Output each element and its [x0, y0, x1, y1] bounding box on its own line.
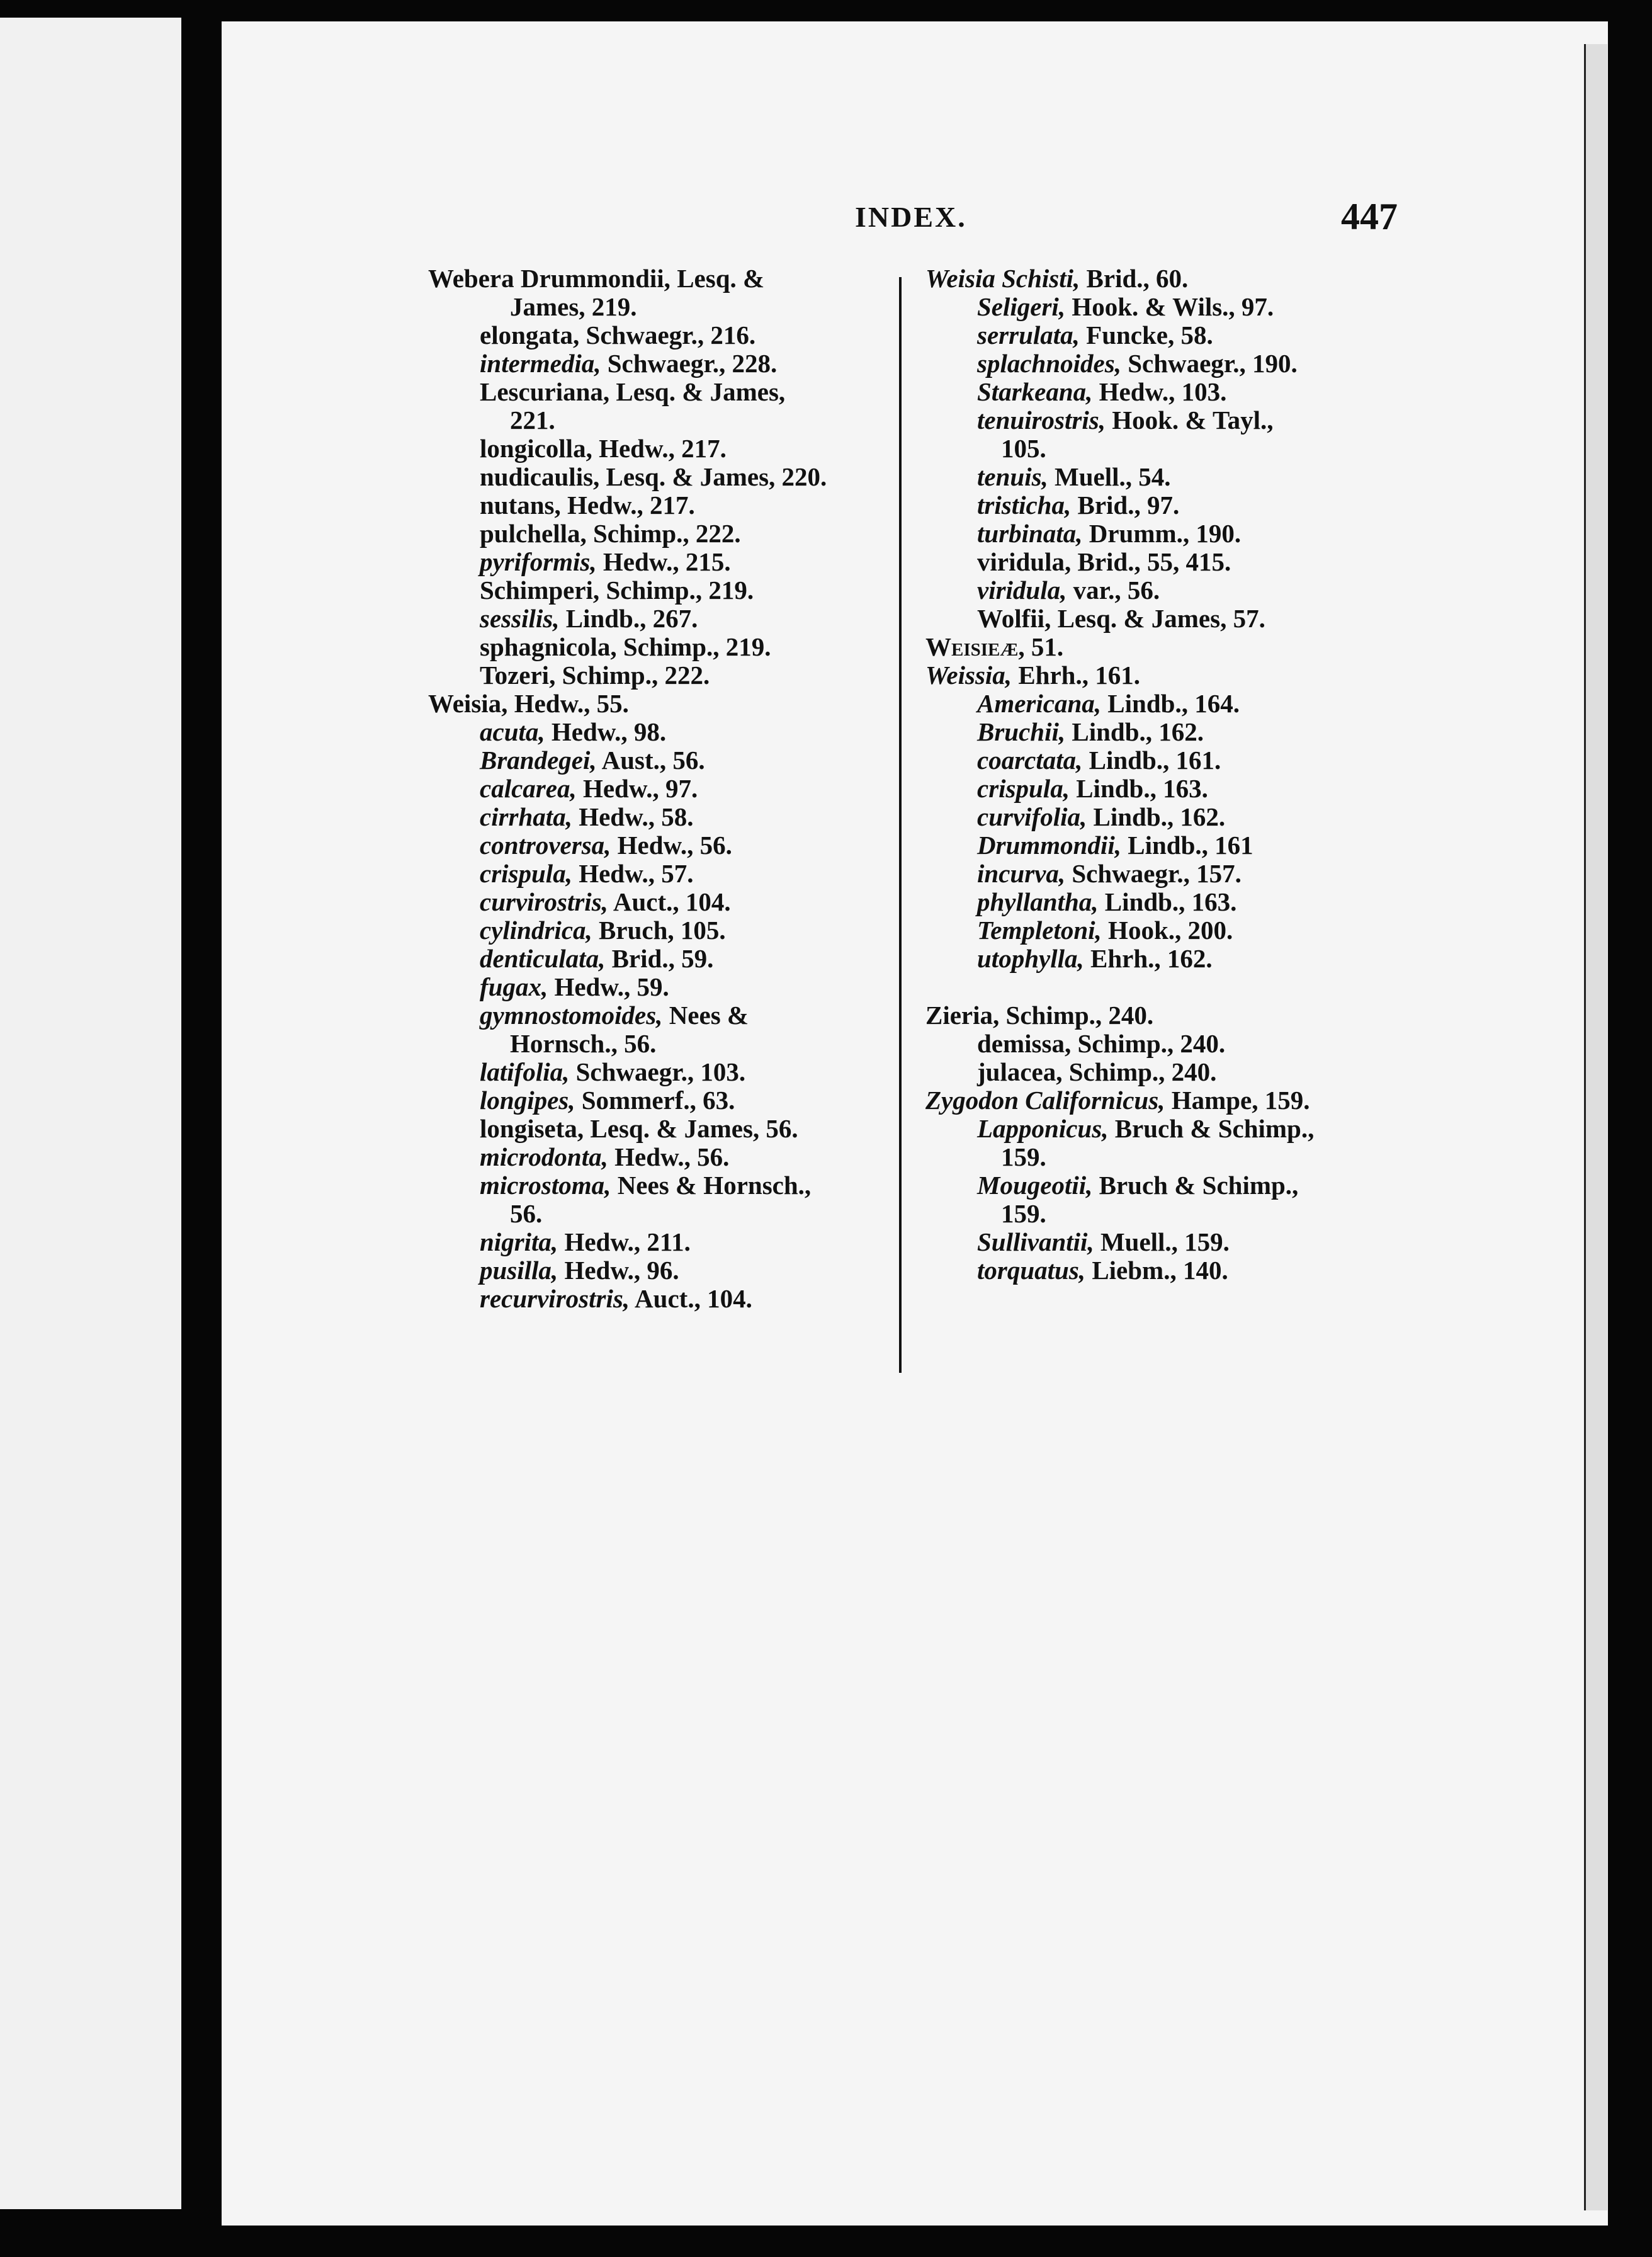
- entry-name: Brandegei,: [480, 746, 597, 775]
- entry-name: Lapponicus,: [977, 1114, 1109, 1143]
- index-entry: [428, 831, 894, 860]
- index-entry: [925, 690, 1404, 718]
- index-entry: [925, 860, 1404, 888]
- entry-reference: Schimp., 222.: [555, 661, 710, 690]
- entry-name: calcarea,: [480, 774, 577, 803]
- entry-reference: Lindb., 163.: [1069, 774, 1208, 803]
- entry-name: viridula,: [977, 547, 1072, 576]
- entry-reference: Hedw., 96.: [558, 1256, 679, 1285]
- index-entry: [428, 576, 894, 605]
- entry-name: pusilla,: [480, 1256, 558, 1285]
- entry-name: Webera Drummondii,: [428, 264, 670, 293]
- entry-name: sessilis,: [480, 604, 560, 633]
- index-entry: [428, 1001, 894, 1030]
- entry-reference: Lindb., 163.: [1098, 887, 1237, 916]
- index-entry: [925, 1228, 1404, 1256]
- index-entry: [428, 803, 894, 831]
- index-entry: [428, 973, 894, 1001]
- index-entry: [428, 1256, 894, 1285]
- index-entry: [925, 831, 1404, 860]
- entry-reference: Hedw., 215.: [596, 547, 731, 576]
- entry-name: microdonta,: [480, 1142, 608, 1171]
- entry-reference: Hedw., 103.: [1092, 377, 1227, 406]
- column-divider: [899, 277, 902, 1373]
- entry-reference: Lesq. & James, 57.: [1051, 604, 1265, 633]
- index-entry: [428, 1171, 894, 1200]
- page-edge-shadow: [1584, 44, 1607, 2210]
- entry-reference: Drumm., 190.: [1082, 519, 1242, 548]
- entry-name: longicolla,: [480, 434, 592, 463]
- entry-reference: Nees &: [662, 1001, 749, 1030]
- entry-reference: Auct., 104.: [630, 1284, 752, 1313]
- entry-name: Lescuriana,: [480, 377, 610, 406]
- index-entry: [925, 264, 1404, 293]
- entry-reference: Auct., 104.: [608, 887, 731, 916]
- index-entry: [428, 1058, 894, 1086]
- index-entry: [925, 1256, 1404, 1285]
- entry-reference: Schwaegr., 103.: [569, 1057, 746, 1086]
- entry-reference: Schimp., 222.: [586, 519, 741, 548]
- entry-name: intermedia,: [480, 349, 601, 378]
- entry-reference: Lindb., 161: [1121, 831, 1253, 860]
- index-entry: [428, 293, 894, 321]
- index-entry: [428, 746, 894, 775]
- index-entry: [428, 1143, 894, 1171]
- entry-reference: Liebm., 140.: [1085, 1256, 1228, 1285]
- entry-name: nigrita,: [480, 1227, 558, 1256]
- entry-reference: Lesq. & James, 56.: [584, 1114, 798, 1143]
- entry-name: acuta,: [480, 717, 545, 746]
- entry-reference: Brid., 59.: [605, 944, 714, 973]
- entry-reference: Hornsch., 56.: [510, 1029, 657, 1058]
- entry-name: gymnostomoides,: [480, 1001, 663, 1030]
- entry-name: Sullivantii,: [977, 1227, 1094, 1256]
- index-entry: [428, 605, 894, 633]
- entry-reference: Hook., 200.: [1101, 916, 1233, 945]
- entry-reference: Hedw., 211.: [558, 1227, 691, 1256]
- entry-name: demissa,: [977, 1029, 1072, 1058]
- index-entry: [428, 1200, 894, 1228]
- index-entry: [925, 945, 1404, 973]
- index-entry: [428, 916, 894, 945]
- entry-reference: Nees & Hornsch.,: [611, 1171, 812, 1200]
- entry-reference: Bruch & Schimp.,: [1092, 1171, 1299, 1200]
- entry-reference: Schwaegr., 157.: [1065, 859, 1242, 888]
- entry-reference: 105.: [1001, 434, 1046, 463]
- entry-name: serrulata,: [977, 321, 1080, 350]
- index-entry: [428, 463, 894, 491]
- entry-reference: Ehrh., 162.: [1083, 944, 1213, 973]
- index-entry: [428, 1086, 894, 1115]
- index-entry: [925, 548, 1404, 576]
- entry-reference: 159.: [1001, 1199, 1046, 1228]
- entry-reference: Schimp., 219.: [616, 632, 771, 661]
- entry-name: pulchella,: [480, 519, 587, 548]
- index-entry: [925, 661, 1404, 690]
- index-entry: [428, 945, 894, 973]
- entry-name: Mougeotii,: [977, 1171, 1093, 1200]
- entry-reference: Lesq. &: [670, 264, 765, 293]
- entry-reference: Hedw., 56.: [608, 1142, 730, 1171]
- entry-name: Seligeri,: [977, 292, 1066, 321]
- index-entry: [925, 463, 1404, 491]
- index-entry: [428, 775, 894, 803]
- entry-name: latifolia,: [480, 1057, 570, 1086]
- entry-name: phyllantha,: [977, 887, 1099, 916]
- index-entry: [925, 1171, 1404, 1200]
- index-column-left: [428, 264, 894, 1313]
- index-entry: [925, 775, 1404, 803]
- entry-name: Bruchii,: [977, 717, 1066, 746]
- index-entry: [428, 718, 894, 746]
- entry-reference: Lindb., 162.: [1065, 717, 1204, 746]
- index-entry: [925, 1030, 1404, 1058]
- index-entry: [428, 520, 894, 548]
- entry-name: Americana,: [977, 689, 1102, 718]
- entry-name: nutans,: [480, 491, 561, 520]
- index-entry: [925, 350, 1404, 378]
- entry-name: crispula,: [480, 859, 572, 888]
- entry-reference: Hook. & Wils., 97.: [1065, 292, 1274, 321]
- entry-name: cylindrica,: [480, 916, 592, 945]
- entry-reference: Sommerf., 63.: [575, 1086, 735, 1115]
- entry-name: Weisia Schisti,: [925, 264, 1080, 293]
- entry-name: Schimperi,: [480, 576, 600, 605]
- index-entry: [428, 1285, 894, 1313]
- index-entry: [925, 378, 1404, 406]
- entry-reference: Hedw., 97.: [576, 774, 698, 803]
- entry-name: Drummondii,: [977, 831, 1121, 860]
- index-entry: [925, 633, 1404, 661]
- index-entry: [925, 293, 1404, 321]
- index-entry: [428, 378, 894, 406]
- entry-reference: Schwaegr., 228.: [601, 349, 778, 378]
- entry-name: curvifolia,: [977, 802, 1087, 831]
- entry-name: Weisia,: [428, 689, 508, 718]
- entry-name: Zygodon Californicus,: [925, 1086, 1165, 1115]
- index-entry: [925, 718, 1404, 746]
- index-entry: [428, 1030, 894, 1058]
- entry-name: longiseta,: [480, 1114, 584, 1143]
- entry-reference: Lindb., 267.: [559, 604, 698, 633]
- index-entry: [925, 746, 1404, 775]
- entry-reference: Lindb., 161.: [1082, 746, 1221, 775]
- index-entry: [428, 548, 894, 576]
- index-entry: [428, 491, 894, 520]
- entry-name: viridula,: [977, 576, 1067, 605]
- entry-reference: Hedw., 59.: [548, 972, 669, 1001]
- page-number: 447: [1341, 196, 1398, 237]
- index-entry: [428, 1115, 894, 1143]
- entry-name: Weisieæ,: [925, 632, 1025, 661]
- index-entry: [925, 576, 1404, 605]
- entry-reference: Muell., 54.: [1048, 462, 1171, 491]
- entry-reference: Hampe, 159.: [1165, 1086, 1310, 1115]
- entry-name: Starkeana,: [977, 377, 1093, 406]
- index-entry: [925, 1200, 1404, 1228]
- entry-name: splachnoides,: [977, 349, 1121, 378]
- entry-name: denticulata,: [480, 944, 606, 973]
- entry-name: recurvirostris,: [480, 1284, 630, 1313]
- entry-reference: Bruch, 105.: [592, 916, 726, 945]
- index-entry: [925, 406, 1404, 435]
- entry-reference: 221.: [510, 406, 555, 435]
- entry-reference: Lindb., 162.: [1087, 802, 1226, 831]
- index-entry: [428, 633, 894, 661]
- index-entry: [925, 1001, 1404, 1030]
- index-entry: [925, 321, 1404, 350]
- entry-reference: Bruch & Schimp.,: [1108, 1114, 1315, 1143]
- entry-name: nudicaulis,: [480, 462, 600, 491]
- entry-reference: Hook. & Tayl.,: [1105, 406, 1274, 435]
- entry-reference: Brid., 97.: [1071, 491, 1180, 520]
- entry-name: julacea,: [977, 1057, 1063, 1086]
- entry-name: tristicha,: [977, 491, 1072, 520]
- index-entry: [428, 350, 894, 378]
- entry-name: utophylla,: [977, 944, 1084, 973]
- entry-reference: Hedw., 217.: [560, 491, 695, 520]
- index-entry: [925, 435, 1404, 463]
- entry-name: Templetoni,: [977, 916, 1102, 945]
- entry-name: sphagnicola,: [480, 632, 617, 661]
- index-entry: [925, 888, 1404, 916]
- entry-reference: Aust., 56.: [596, 746, 705, 775]
- entry-name: fugax,: [480, 972, 548, 1001]
- index-entry: [925, 803, 1404, 831]
- index-entry: [428, 435, 894, 463]
- entry-reference: Lesq. & James, 220.: [599, 462, 827, 491]
- entry-reference: Lesq. & James,: [609, 377, 786, 406]
- entry-name: Wolfii,: [977, 604, 1051, 633]
- entry-reference: Funcke, 58.: [1079, 321, 1213, 350]
- entry-name: torquatus,: [977, 1256, 1086, 1285]
- entry-name: elongata,: [480, 321, 580, 350]
- entry-name: longipes,: [480, 1086, 575, 1115]
- index-entry: [925, 1058, 1404, 1086]
- entry-name: crispula,: [977, 774, 1070, 803]
- entry-reference: Hedw., 55.: [507, 689, 629, 718]
- entry-name: coarctata,: [977, 746, 1083, 775]
- entry-name: Zieria,: [925, 1001, 1000, 1030]
- entry-name: cirrhata,: [480, 802, 572, 831]
- entry-reference: Hedw., 217.: [592, 434, 727, 463]
- entry-reference: Schimp., 240.: [1062, 1057, 1217, 1086]
- entry-reference: Brid., 55, 415.: [1071, 547, 1231, 576]
- entry-reference: Muell., 159.: [1094, 1227, 1230, 1256]
- entry-reference: Schimp., 240.: [1071, 1029, 1226, 1058]
- entry-name: curvirostris,: [480, 887, 608, 916]
- entry-name: incurva,: [977, 859, 1066, 888]
- entry-reference: Hedw., 56.: [611, 831, 732, 860]
- index-entry: [428, 661, 894, 690]
- entry-reference: Lindb., 164.: [1101, 689, 1240, 718]
- index-entry: [925, 1115, 1404, 1143]
- entry-reference: 159.: [1001, 1142, 1046, 1171]
- index-entry: [428, 264, 894, 293]
- index-entry: [925, 916, 1404, 945]
- previous-page-edge: [0, 18, 181, 2209]
- entry-name: tenuis,: [977, 462, 1048, 491]
- index-entry: [925, 1143, 1404, 1171]
- entry-reference: Hedw., 98.: [545, 717, 667, 746]
- entry-name: Weissia,: [925, 661, 1012, 690]
- index-entry: [428, 888, 894, 916]
- entry-reference: Brid., 60.: [1080, 264, 1189, 293]
- index-entry: [925, 1086, 1404, 1115]
- index-entry: [428, 321, 894, 350]
- index-column-right: [925, 264, 1404, 1285]
- index-entry: [925, 491, 1404, 520]
- index-entry: [428, 690, 894, 718]
- index-entry: [925, 605, 1404, 633]
- index-entry: [428, 860, 894, 888]
- entry-name: controversa,: [480, 831, 611, 860]
- entry-reference: Schimp., 219.: [599, 576, 754, 605]
- running-header: INDEX.: [855, 201, 967, 233]
- entry-reference: Hedw., 58.: [572, 802, 694, 831]
- index-entry: [428, 406, 894, 435]
- entry-name: tenuirostris,: [977, 406, 1106, 435]
- index-entry: [925, 520, 1404, 548]
- entry-reference: Schwaegr., 190.: [1121, 349, 1298, 378]
- entry-name: microstoma,: [480, 1171, 611, 1200]
- entry-reference: var., 56.: [1066, 576, 1160, 605]
- entry-reference: James, 219.: [510, 292, 637, 321]
- entry-reference: 56.: [510, 1199, 543, 1228]
- index-entry: [428, 1228, 894, 1256]
- entry-name: Tozeri,: [480, 661, 556, 690]
- entry-name: pyriformis,: [480, 547, 597, 576]
- entry-name: turbinata,: [977, 519, 1083, 548]
- entry-gap: [925, 973, 1404, 1001]
- entry-reference: Hedw., 57.: [572, 859, 694, 888]
- entry-reference: Schwaegr., 216.: [579, 321, 756, 350]
- entry-reference: 51.: [1024, 632, 1064, 661]
- entry-reference: Schimp., 240.: [999, 1001, 1154, 1030]
- entry-reference: Ehrh., 161.: [1012, 661, 1140, 690]
